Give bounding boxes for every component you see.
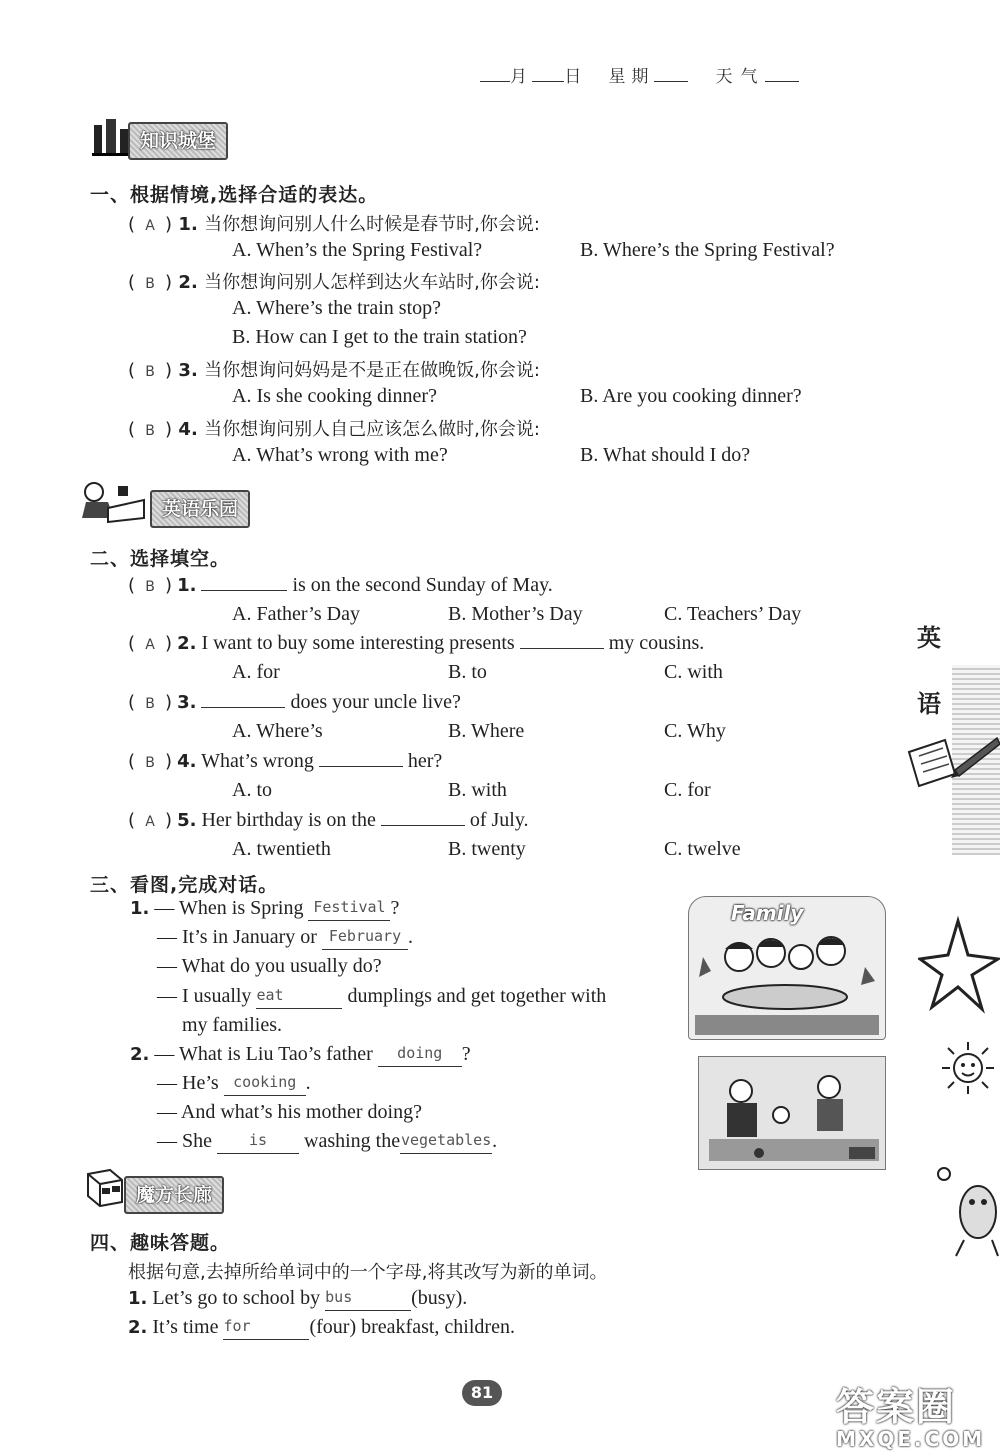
question-number: 2. <box>177 633 197 654</box>
question-text-end: my cousins. <box>608 632 705 654</box>
handwritten-answer: for <box>223 1317 251 1335</box>
page-number: 81 <box>462 1380 502 1406</box>
question-text: 当你想询问妈妈是不是正在做晚饭,你会说: <box>204 360 540 381</box>
fill-blank-is[interactable] <box>217 1130 299 1154</box>
question-text-end: of July. <box>469 809 529 831</box>
dialogue-punct: . <box>407 926 413 948</box>
answer-mark: B <box>145 696 155 712</box>
question-number: 2. <box>128 1317 148 1338</box>
question-text: Let’s go to school by <box>152 1287 321 1309</box>
s2-q2: ( A ) 2. I want to buy some interesting presents my cousins. <box>128 632 705 654</box>
question-text: Her birthday is on the <box>201 809 376 831</box>
header-day: 日 <box>564 67 582 87</box>
dialogue-number: 2. <box>130 1044 150 1065</box>
question-text: I want to buy some interesting presents <box>201 632 515 654</box>
header-weekday: 星期 <box>608 67 655 87</box>
s4-q1 <box>128 1287 467 1311</box>
question-number: 1. <box>128 1288 148 1309</box>
s1-q3: ( B ) 3. 当你想询问妈妈是不是正在做晚饭,你会说: <box>128 360 540 381</box>
question-text-end: (four) breakfast, children. <box>309 1316 515 1338</box>
d2-line1 <box>130 1043 471 1067</box>
s2-q2-option-b: B. to <box>448 661 487 683</box>
watermark-cn: 答案圈 <box>836 1385 957 1429</box>
family-dinner-illustration <box>688 896 886 1040</box>
question-number: 1. <box>178 214 198 235</box>
starfish-icon <box>918 915 1000 1015</box>
s2-q1-option-a: A. Father’s Day <box>232 603 360 625</box>
handwritten-answer: cooking <box>233 1073 297 1091</box>
dialogue-text-mid: washing the <box>304 1130 401 1152</box>
question-number: 3. <box>177 692 197 713</box>
s2-q2-option-c: C. with <box>664 661 723 683</box>
s2-q3-option-b: B. Where <box>448 720 525 742</box>
s1-q2-option-a: A. Where’s the train stop? <box>232 297 442 319</box>
fill-blank-cooking[interactable] <box>224 1072 306 1096</box>
question-text: 当你想询问别人什么时候是春节时,你会说: <box>204 214 540 235</box>
question-number: 3. <box>178 360 198 381</box>
fill-blank-vegetables[interactable] <box>400 1130 492 1154</box>
s1-q3-option-a: A. Is she cooking dinner? <box>232 385 437 407</box>
side-label-char1: 英 <box>917 624 941 652</box>
s2-q5-option-a: A. twentieth <box>232 838 331 860</box>
fill-blank-bus[interactable] <box>325 1287 411 1311</box>
s2-q1-option-c: C. Teachers’ Day <box>664 603 802 625</box>
s2-q3-option-a: A. Where’s <box>232 720 323 742</box>
rubiks-cube-icon <box>80 1166 126 1208</box>
s1-q4: ( B ) 4. 当你想询问别人自己应该怎么做时,你会说: <box>128 419 540 440</box>
s1-q1-option-a: A. When’s the Spring Festival? <box>232 239 483 261</box>
fill-blank[interactable] <box>319 766 403 767</box>
s1-q1-option-b: B. Where’s the Spring Festival? <box>580 239 835 261</box>
dialogue-text-end: dumplings and get together with <box>347 985 607 1007</box>
s2-q1: ( B ) 1. is on the second Sunday of May. <box>128 574 553 596</box>
fill-blank-february[interactable] <box>322 926 408 950</box>
s2-q5-option-c: C. twelve <box>664 838 741 860</box>
header-weather: 天气 <box>715 67 766 87</box>
question-text-end: her? <box>407 750 443 772</box>
question-number: 4. <box>177 751 197 772</box>
question-text: does your uncle live? <box>290 691 461 713</box>
handwritten-answer: bus <box>325 1288 353 1306</box>
handwritten-answer: February <box>328 927 402 945</box>
s2-q4: ( B ) 4. What’s wrong her? <box>128 750 443 772</box>
badge-knowledge-castle: 知识城堡 <box>128 122 228 160</box>
s1-q4-option-b: B. What should I do? <box>580 444 751 466</box>
fill-blank[interactable] <box>520 648 604 649</box>
fill-blank-eat[interactable] <box>256 985 342 1009</box>
handwritten-answer: is <box>248 1131 268 1149</box>
d2-line3: — And what’s his mother doing? <box>157 1101 422 1123</box>
reading-kid-icon <box>78 478 148 524</box>
question-text-end: (busy). <box>411 1287 468 1309</box>
side-label-char2: 语 <box>917 690 941 718</box>
fill-blank-doing[interactable] <box>378 1043 462 1067</box>
kitchen-figures <box>699 1057 885 1169</box>
watermark-en: MXQE.COM <box>836 1427 986 1451</box>
d2-line4 <box>157 1130 497 1154</box>
dialogue-text: — It’s in January or <box>157 926 317 948</box>
dialogue-punct: ? <box>461 1043 471 1065</box>
section2-title: 二、选择填空。 <box>90 548 231 570</box>
s1-q2: ( B ) 2. 当你想询问别人怎样到达火车站时,你会说: <box>128 272 540 293</box>
dialogue-text: — What is Liu Tao’s father <box>154 1043 373 1065</box>
question-text: 当你想询问别人自己应该怎么做时,你会说: <box>204 419 540 440</box>
date-header <box>480 62 799 87</box>
dialogue-punct: . <box>492 1130 498 1152</box>
dialogue-punct: . <box>305 1072 311 1094</box>
s2-q5-option-b: B. twenty <box>448 838 526 860</box>
s2-q4-option-c: C. for <box>664 779 711 801</box>
s2-q5: ( A ) 5. Her birthday is on the of July. <box>128 809 529 831</box>
question-text: is on the second Sunday of May. <box>292 574 553 596</box>
handwritten-answer: eat <box>256 986 284 1004</box>
dialogue-text: — She <box>157 1130 212 1152</box>
s1-q2-option-b: B. How can I get to the train station? <box>232 326 527 348</box>
answer-mark: B <box>145 423 155 439</box>
d1-line3: — What do you usually do? <box>157 955 382 977</box>
s1-q1: ( A ) 1. 当你想询问别人什么时候是春节时,你会说: <box>128 214 540 235</box>
answer-mark: A <box>145 637 155 653</box>
section1-title: 一、根据情境,选择合适的表达。 <box>90 184 379 206</box>
s2-q3: ( B ) 3. does your uncle live? <box>128 691 461 713</box>
question-text: 当你想询问别人怎样到达火车站时,你会说: <box>204 272 540 293</box>
dialogue-text: — When is Spring <box>154 897 304 919</box>
answer-mark: B <box>145 364 155 380</box>
fill-blank-festival[interactable] <box>308 897 390 921</box>
dialogue-number: 1. <box>130 898 150 919</box>
family-caption: Family <box>731 901 804 925</box>
castle-icon <box>90 115 132 157</box>
answer-mark: A <box>145 218 155 234</box>
s2-q2-option-a: A. for <box>232 661 280 683</box>
section4-title: 四、趣味答题。 <box>90 1232 231 1254</box>
bug-creature-icon <box>930 1160 1000 1260</box>
answer-mark: A <box>145 814 155 830</box>
answer-mark: B <box>145 579 155 595</box>
sun-face-icon <box>938 1038 998 1098</box>
d1-line1 <box>130 897 399 921</box>
s1-q3-option-b: B. Are you cooking dinner? <box>580 385 802 407</box>
pencil-paper-icon <box>905 730 1000 790</box>
dialogue-punct: ? <box>390 897 400 919</box>
dialogue-text: — I usually <box>157 985 252 1007</box>
fill-blank[interactable] <box>381 825 465 826</box>
s1-q4-option-a: A. What’s wrong with me? <box>232 444 448 466</box>
watermark-logo <box>836 1386 998 1454</box>
question-number: 1. <box>177 575 197 596</box>
handwritten-answer: doing <box>397 1044 443 1062</box>
question-text: It’s time <box>152 1316 219 1338</box>
d1-line5: my families. <box>182 1014 282 1036</box>
question-number: 2. <box>178 272 198 293</box>
answer-mark: B <box>145 276 155 292</box>
s4-q2 <box>128 1316 515 1340</box>
d2-line2 <box>157 1072 311 1096</box>
section3-title: 三、看图,完成对话。 <box>90 874 279 896</box>
badge-rubiks-corridor: 魔方长廊 <box>124 1176 224 1214</box>
question-number: 5. <box>177 810 197 831</box>
s2-q1-option-b: B. Mother’s Day <box>448 603 583 625</box>
fill-blank[interactable] <box>201 590 287 591</box>
family-figures <box>689 897 885 1039</box>
handwritten-answer: Festival <box>313 898 386 916</box>
fill-blank[interactable] <box>201 707 285 708</box>
s2-q3-option-c: C. Why <box>664 720 726 742</box>
answer-mark: B <box>145 755 155 771</box>
s2-q4-option-b: B. with <box>448 779 507 801</box>
handwritten-answer: vegetables <box>400 1131 492 1149</box>
s2-q4-option-a: A. to <box>232 779 272 801</box>
question-text: What’s wrong <box>201 750 314 772</box>
d1-line4 <box>157 985 606 1009</box>
dialogue-text: — He’s <box>157 1072 219 1094</box>
header-month: 月 <box>510 67 527 87</box>
fill-blank-for[interactable] <box>223 1316 309 1340</box>
kitchen-illustration <box>698 1056 886 1170</box>
d1-line2 <box>157 926 413 950</box>
question-number: 4. <box>178 419 198 440</box>
section4-instruction: 根据句意,去掉所给单词中的一个字母,将其改写为新的单词。 <box>128 1262 608 1283</box>
badge-english-garden: 英语乐园 <box>150 490 250 528</box>
